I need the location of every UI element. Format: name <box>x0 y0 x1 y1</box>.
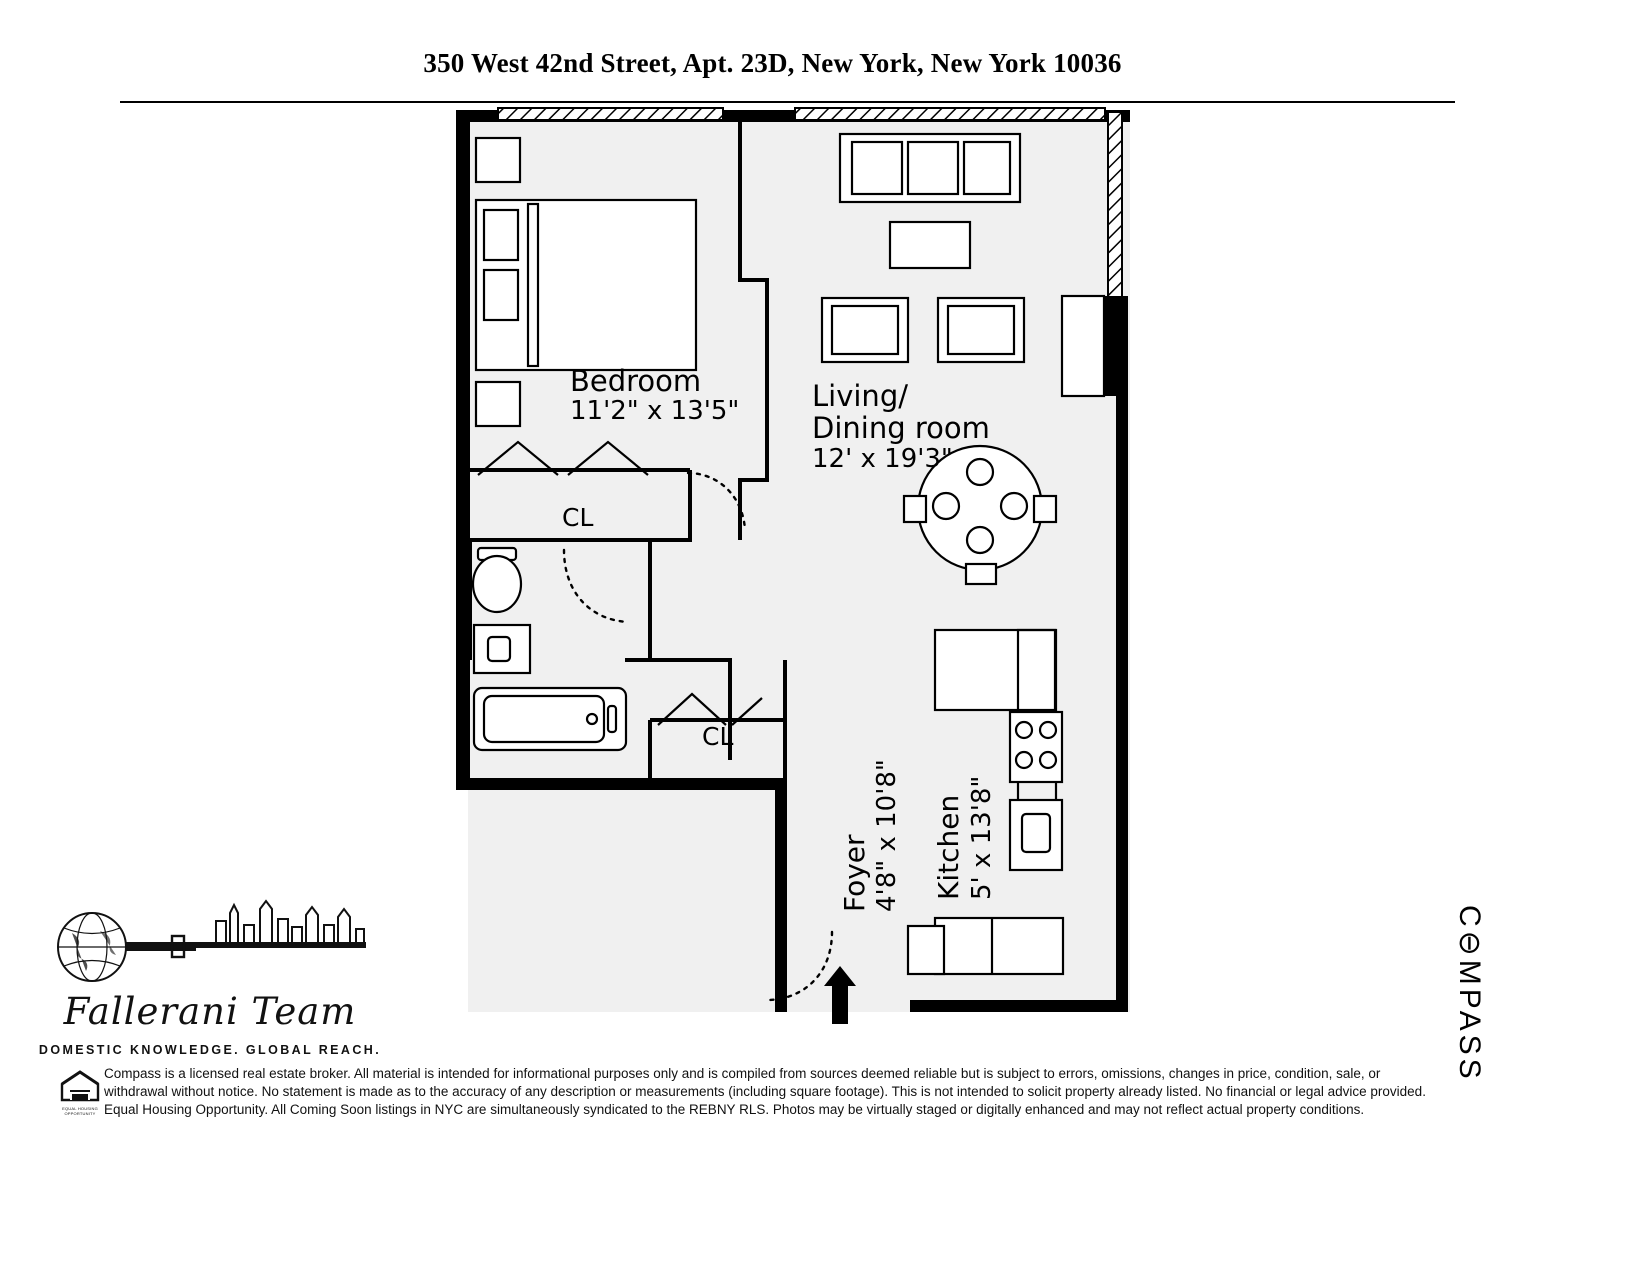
closet-label-hall: CL <box>702 722 734 751</box>
room-label-foyer: Foyer <box>838 834 871 912</box>
page-title: 350 West 42nd Street, Apt. 23D, New York, New York 10036 <box>423 48 1122 78</box>
logo-tagline: DOMESTIC KNOWLEDGE. GLOBAL REACH. <box>38 1043 382 1057</box>
room-label-kitchen: Kitchen <box>932 794 965 900</box>
room-label-living-dining: Living/ Dining room 12' x 19'3" <box>812 379 990 474</box>
room-label-bedroom: Bedroom 11'2" x 13'5" <box>570 364 740 427</box>
room-dims-kitchen: 5' x 13'8" <box>967 775 997 900</box>
closet-label-bedroom: CL <box>562 503 594 532</box>
eho-caption: EQUAL HOUSING OPPORTUNITY <box>62 1106 98 1116</box>
disclaimer-text: Compass is a licensed real estate broker. All material is intended for informational purposes only and is compiled from sources deemed reliable but is subject to errors, omissions, changes in price, condition, sale, or withdrawal without notice. No statement is made as to the accuracy of any description or measurements (including square footage). This is not intended to solicit property already listed. No financial or legal advice provided. Equal Housing Opportunity. All Coming Soon listings in NYC are simultaneously syndicated to the REBNY RLS. Photos may be virtually staged or digitally enhanced and may not reflect actual property conditions. <box>104 1066 1426 1117</box>
globe-key-icon <box>30 895 390 990</box>
compass-wordmark: C⊖MPASS <box>1453 905 1486 1083</box>
logo-name: Fallerani Team <box>63 990 357 1033</box>
fallerani-team-logo <box>30 895 390 1080</box>
equal-housing-opportunity-icon <box>58 1068 102 1120</box>
room-dims-foyer: 4'8" x 10'8" <box>872 759 902 912</box>
floorplan-drawing <box>440 100 1180 1040</box>
